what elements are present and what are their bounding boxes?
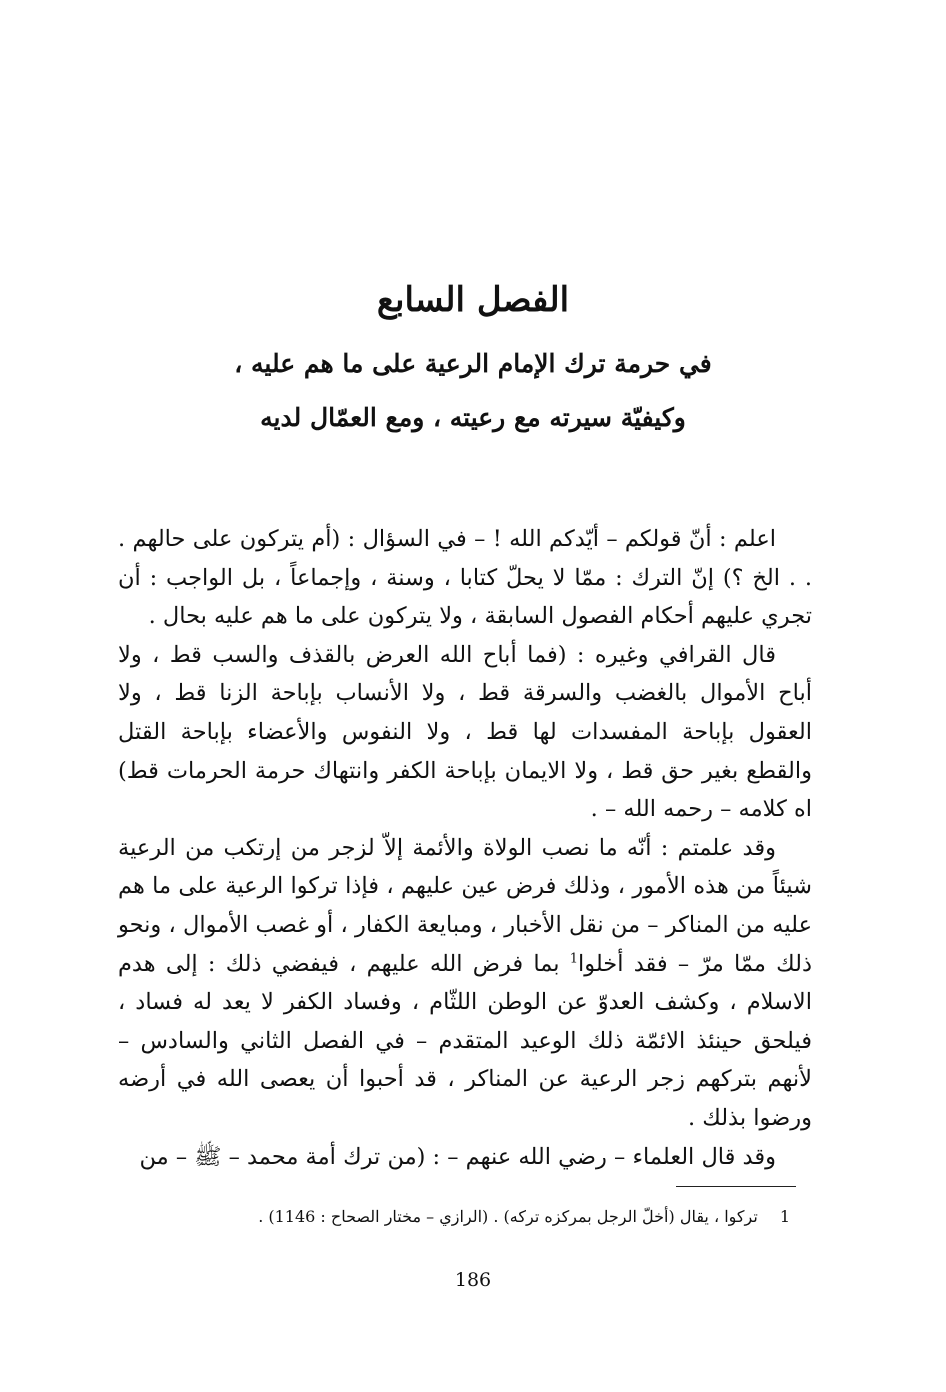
footnote-separator xyxy=(676,1186,796,1187)
paragraph-2: قال القرافي وغيره : (فما أباح الله العرض بالقذف والسب قط ، ولا أباح الأموال بالغضب والسرقة قط ، ولا الأنساب بإباحة الزنا قط ، ولا العقول بإباحة المفسدات لها قط ، ولا النفوس والأعضاء بإباحة القتل والقطع بغير حق قط ، ولا الايمان بإباحة الكفر وانتهاك حرمة الحرمات قط) اه كلامه – رحمه الله – . xyxy=(118,641,812,823)
footnote-reference[interactable]: 1 xyxy=(569,951,578,967)
chapter-title: الفصل السابع xyxy=(376,280,570,320)
chapter-subtitle-line-2: وكيفيّة سيرته مع رعيته ، ومع العمّال لديه xyxy=(260,403,686,432)
footnote-number: 1 xyxy=(779,1207,790,1226)
chapter-subtitle-line-1: في حرمة ترك الإمام الرعية على ما هم عليه ، xyxy=(234,349,712,378)
paragraph-3-part-1: وقد علمتم : أنّه ما نصب الولاة والأئمة إلاّ لزجر من إرتكب من الرعية شيئاً من هذه الأمور ، وذلك فرض عين عليهم ، فإذا تركوا الرعية على ما هم عليه من المناكر – من نقل الأخبار ، ومبايعة الكفار ، أو غصب الأموال ، ونحو ذلك ممّا مرّ – فقد أخلوا xyxy=(118,834,812,977)
paragraph-3-part-2: بما فرض الله عليهم ، فيفضي ذلك : إلى هدم الاسلام ، وكشف العدوّ عن الوطن اللثّام ، وفساد الكفر لا يعد له فساد ، فيلحق حينئذ الائمّة ذلك الوعيد المتقدم – في الفصل الثاني والسادس – لأنهم بتركهم زجر الرعية عن المناكر ، قد أحبوا أن يعصى الله في أرضه ورضوا بذلك . xyxy=(118,950,812,1131)
body-text xyxy=(118,520,812,1176)
footnote-text: تركوا ، يقال (أخلّ الرجل بمركزه تركه) . (الرازي – مختار الصحاح : 1146) . xyxy=(258,1207,758,1226)
page-number: 186 xyxy=(454,1269,492,1291)
paragraph-1: اعلم : أنّ قولكم – أيّدكم الله ! – في السؤال : (أم يتركون على حالهم . . . الخ ؟) إنّ الترك : ممّا لا يحلّ كتابا ، وسنة ، وإجماعاً ، بل الواجب : أن تجري عليهم أحكام الفصول السابقة ، ولا يتركون على ما هم عليه بحال . xyxy=(118,526,812,630)
footnote xyxy=(160,1204,790,1230)
paragraph-3 xyxy=(118,829,812,1138)
paragraph-4: وقد قال العلماء – رضي الله عنهم – : (من ترك أمة محمد – ﷺ – من xyxy=(139,1143,776,1170)
